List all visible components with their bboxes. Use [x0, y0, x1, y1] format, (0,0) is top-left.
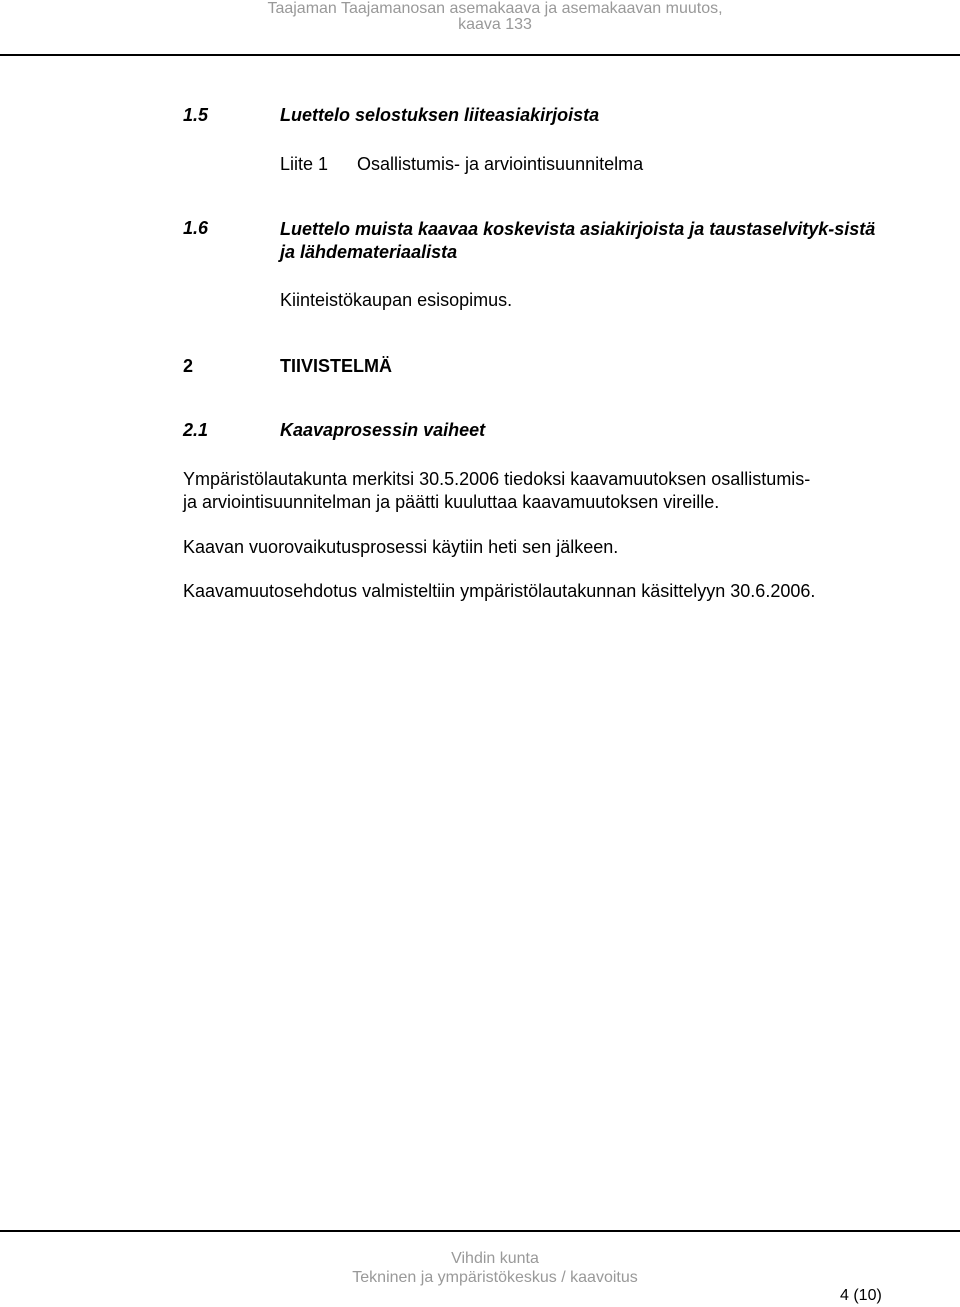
- running-header-subtitle: kaava 133: [458, 16, 532, 33]
- page-number: 4 (10): [840, 1287, 882, 1304]
- footer-department: Tekninen ja ympäristökeskus / kaavoitus: [352, 1269, 638, 1286]
- paragraph-1-line-2: ja arviointisuunnitelman ja päätti kuuluttaa kaavamuutoksen vireille.: [183, 492, 720, 512]
- footer-organization: Vihdin kunta: [451, 1250, 539, 1267]
- header-divider: [0, 54, 960, 56]
- section-2-number: 2: [183, 356, 194, 376]
- appendix-text: Osallistumis- ja arviointisuunnitelma: [357, 154, 644, 174]
- section-1-5-title: Luettelo selostuksen liiteasiakirjoista: [280, 105, 600, 125]
- running-header-title: Taajaman Taajamanosan asemakaava ja asemakaavan muutos,: [267, 0, 723, 17]
- section-1-5-number: 1.5: [183, 105, 209, 125]
- paragraph-1-line-1: Ympäristölautakunta merkitsi 30.5.2006 tiedoksi kaavamuutoksen osallistumis-: [183, 469, 811, 489]
- section-2-title: TIIVISTELMÄ: [280, 356, 392, 376]
- section-1-6-text: Kiinteistökaupan esisopimus.: [280, 290, 513, 310]
- section-1-6-number: 1.6: [183, 218, 209, 238]
- paragraph-2: Kaavan vuorovaikutusprosessi käytiin heti sen jälkeen.: [183, 537, 619, 557]
- appendix-label: Liite 1: [280, 154, 329, 174]
- section-2-1-number: 2.1: [183, 420, 209, 440]
- section-1-6-title: Luettelo muista kaavaa koskevista asiakirjoista ja taustaselvityk-sistä ja lähdemateriaalista: [280, 219, 876, 262]
- footer-divider: [0, 1230, 960, 1232]
- paragraph-3: Kaavamuutosehdotus valmisteltiin ympäristölautakunnan käsittelyyn 30.6.2006.: [183, 581, 816, 601]
- section-2-1-title: Kaavaprosessin vaiheet: [280, 420, 486, 440]
